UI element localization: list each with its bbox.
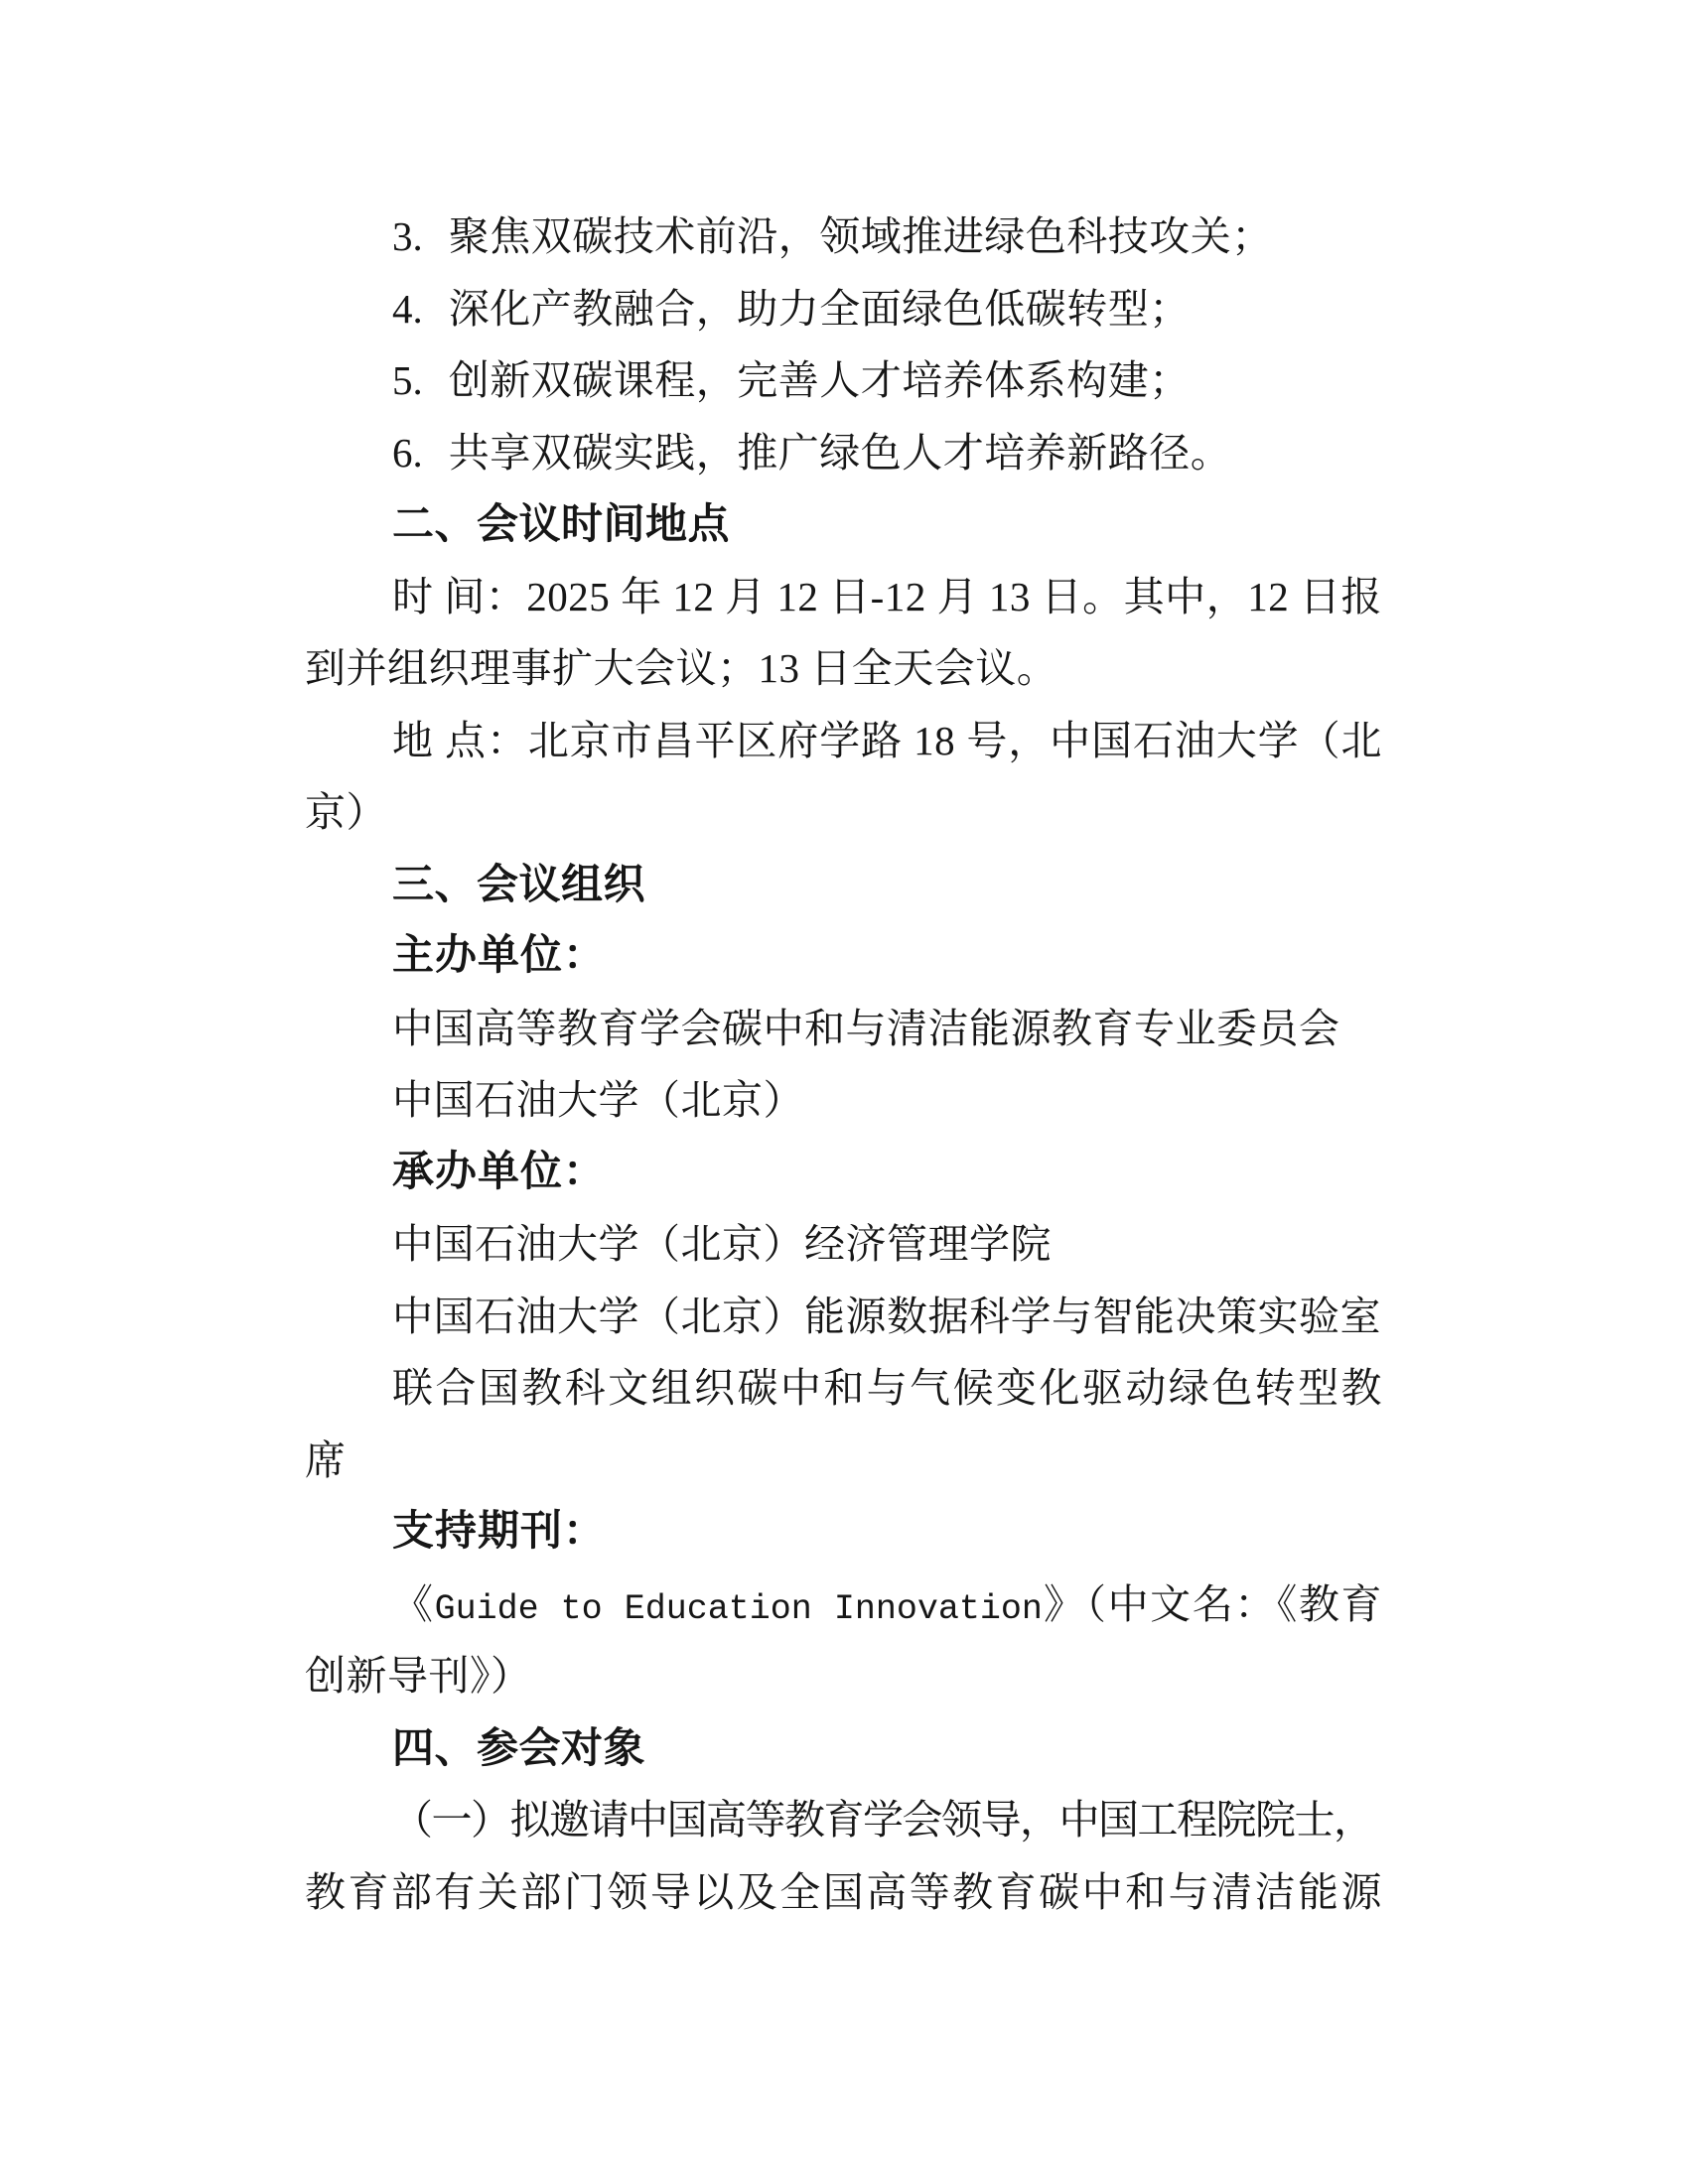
list-item-number: 5.: [392, 357, 423, 403]
organizer-unit-label: 承办单位：: [392, 1149, 607, 1195]
list-item-text: 聚焦双碳技术前沿，领域推进绿色科技攻关；: [448, 213, 1273, 259]
supporting-journal-label: 支持期刊：: [392, 1509, 607, 1555]
list-item-number: 6.: [392, 429, 423, 476]
host-unit-label: 主办单位：: [392, 933, 607, 979]
org-line-organizer-3b: 席: [305, 1436, 347, 1483]
section-heading-time-place: 二、会议时间地点: [392, 500, 731, 547]
list-item-text: 共享双碳实践，推广绿色人才培养新路径。: [448, 429, 1232, 476]
org-line-organizer-2: 中国石油大学（北京）能源数据科学与智能决策实验室: [392, 1293, 1381, 1339]
paragraph-place-line-1: 地 点：北京市昌平区府学路 18 号，中国石油大学（北: [392, 717, 1382, 763]
list-item-6: [305, 417, 1382, 489]
journal-english-title: Guide to Education Innovation: [434, 1588, 1043, 1629]
document-content: [305, 201, 1382, 1928]
section-heading-organization: 三、会议组织: [392, 860, 646, 907]
journal-chinese-name: 》（中文名：《教育: [1042, 1580, 1383, 1627]
list-item-4: [305, 273, 1382, 345]
journal-title-line-2: 创新导刊》）: [305, 1653, 532, 1699]
list-item-number: 3.: [392, 213, 423, 259]
paragraph-place-line-2: 京）: [305, 789, 387, 835]
org-line-host-2: 中国石油大学（北京）: [392, 1077, 804, 1123]
list-item-text: 创新双碳课程，完善人才培养体系构建；: [448, 357, 1191, 403]
list-item-number: 4.: [392, 285, 423, 332]
list-item-5: [305, 344, 1382, 417]
paragraph-time-line-2: 到并组织理事扩大会议；13 日全天会议。: [305, 645, 1058, 691]
journal-title-line-1: [305, 1569, 1382, 1641]
paragraph-participants-line-1: （一）拟邀请中国高等教育学会领导，中国工程院院士，: [392, 1797, 1373, 1843]
paragraph-time-line-1: 时 间：2025 年 12 月 12 日-12 月 13 日。其中，12 日报: [392, 573, 1382, 619]
paragraph-participants-line-2: 教育部有关部门领导以及全国高等教育碳中和与清洁能源: [305, 1868, 1382, 1915]
list-item-text: 深化产教融合，助力全面绿色低碳转型；: [448, 285, 1191, 332]
list-item-3: [305, 201, 1382, 273]
org-line-organizer-1: 中国石油大学（北京）经济管理学院: [392, 1221, 1052, 1267]
org-line-host-1: 中国高等教育学会碳中和与清洁能源教育专业委员会: [392, 1005, 1340, 1051]
section-heading-participants: 四、参会对象: [392, 1723, 646, 1771]
org-line-organizer-3a: 联合国教科文组织碳中和与气候变化驱动绿色转型教: [392, 1365, 1382, 1411]
journal-open-quote: 《: [392, 1580, 435, 1627]
